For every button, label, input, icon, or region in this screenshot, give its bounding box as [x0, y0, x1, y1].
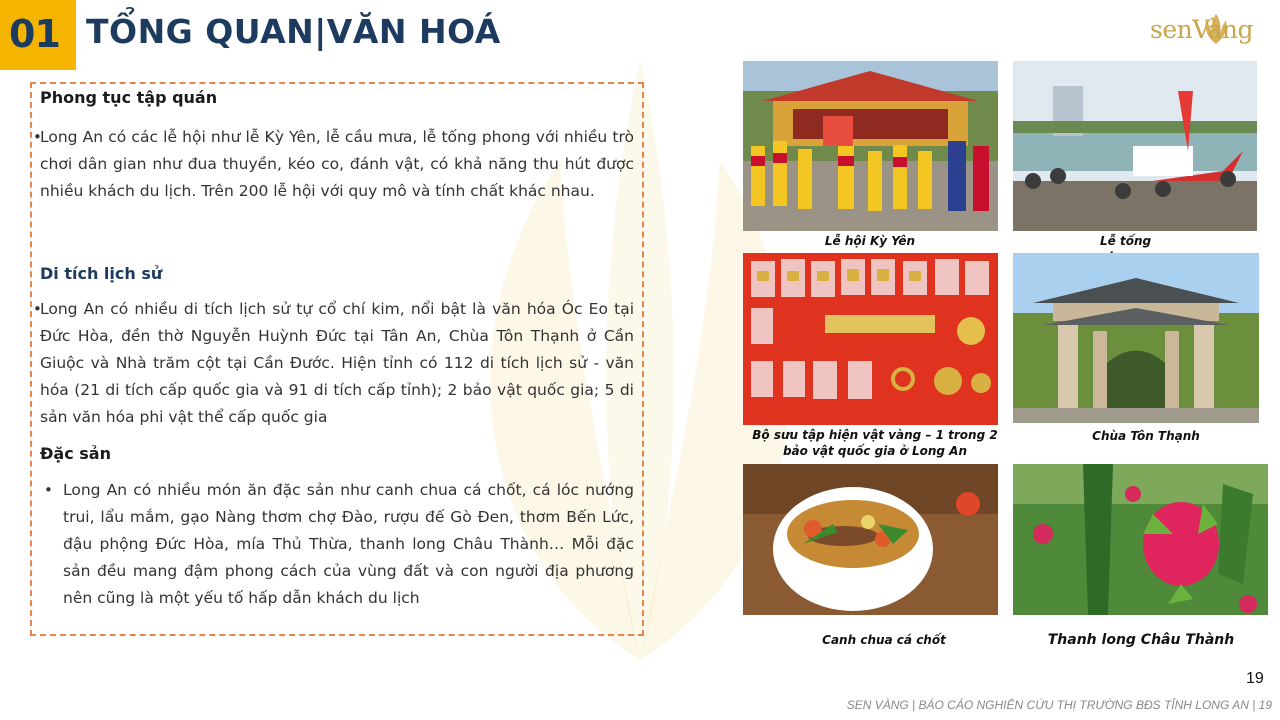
photo-dragon-fruit: [1013, 464, 1268, 615]
caption-dragon-fruit: Thanh long Châu Thành: [1047, 632, 1235, 648]
paragraph-specialties: Long An có nhiều món ăn đặc sản như canh chua cá chốt, cá lóc nướng trui, lẩu mắm, gạo Nàng thơm chợ Đào, rượu đế Gò Đen, thơm Bến Lức, đậu phộng Đức Hòa, mía Thủ Thừa, thanh long Châu Thành… Mỗi đặc sản đều mang đậm phong cách của vùng đất và con người địa phương nên cũng là một yếu tố hấp dẫn khách du lịch: [63, 481, 634, 607]
photo-ton-thanh-pagoda: [1013, 253, 1259, 423]
section-title-historic-sites: Di tích lịch sử: [40, 264, 163, 283]
section-title-specialties: Đặc sản: [40, 444, 111, 463]
logo-text: senVàng: [1150, 15, 1253, 44]
paragraph-historic-sites: Long An có nhiều di tích lịch sử tự cổ chí kim, nổi bật là văn hóa Óc Eo tại Đức Hòa, đền thờ Nguyễn Huỳnh Đức tại Tân An, Chùa Tôn Thạnh ở Cần Giuộc và Nhà trăm cột tại Cần Đước. Hiện tỉnh có 112 di tích lịch sử - văn hóa (21 di tích cấp quốc gia và 91 di tích cấp tỉnh); 2 bảo vật quốc gia; 5 di sản văn hóa phi vật thể cấp quốc gia: [40, 300, 634, 426]
bullet-mark: •: [33, 128, 42, 146]
caption-tong-phong: Lễ tống: [1100, 234, 1152, 248]
photo-tong-phong: [1013, 61, 1257, 231]
page-number: 19: [1246, 670, 1264, 687]
section-number-badge: [0, 0, 76, 70]
caption-canh-chua: Canh chua cá chốt: [822, 633, 946, 647]
bullet-mark: •: [33, 300, 42, 318]
page-title: TỔNG QUAN|VĂN HOÁ: [86, 12, 501, 51]
section-number: 01: [9, 12, 60, 56]
section-title-customs: Phong tục tập quán: [40, 88, 218, 107]
photo-canh-chua: [743, 464, 998, 615]
caption-ton-thanh-pagoda: Chùa Tôn Thạnh: [1092, 429, 1200, 443]
caption-ky-yen: Lễ hội Kỳ Yên: [824, 234, 916, 248]
photo-gold-artifacts: [743, 253, 998, 425]
footer-text: SEN VÀNG | BÁO CÁO NGHIÊN CỨU THỊ TRƯỜNG BĐS TỈNH LONG AN | 19: [846, 698, 1272, 712]
bullet-mark: •: [44, 481, 53, 499]
sen-vang-logo: [1150, 4, 1272, 52]
photo-ky-yen-festival: [743, 61, 998, 231]
paragraph-customs: Long An có các lễ hội như lễ Kỳ Yên, lễ cầu mưa, lễ tống phong với nhiều trò chơi dân gian như đua thuyền, kéo co, đánh vật, có khả năng thu hút được nhiều khách du lịch. Trên 200 lễ hội với quy mô và tính chất khác nhau.: [40, 128, 634, 200]
caption-gold-artifacts: Bộ sưu tập hiện vật vàng – 1 trong 2 bảo vật quốc gia ở Long An: [752, 428, 998, 458]
